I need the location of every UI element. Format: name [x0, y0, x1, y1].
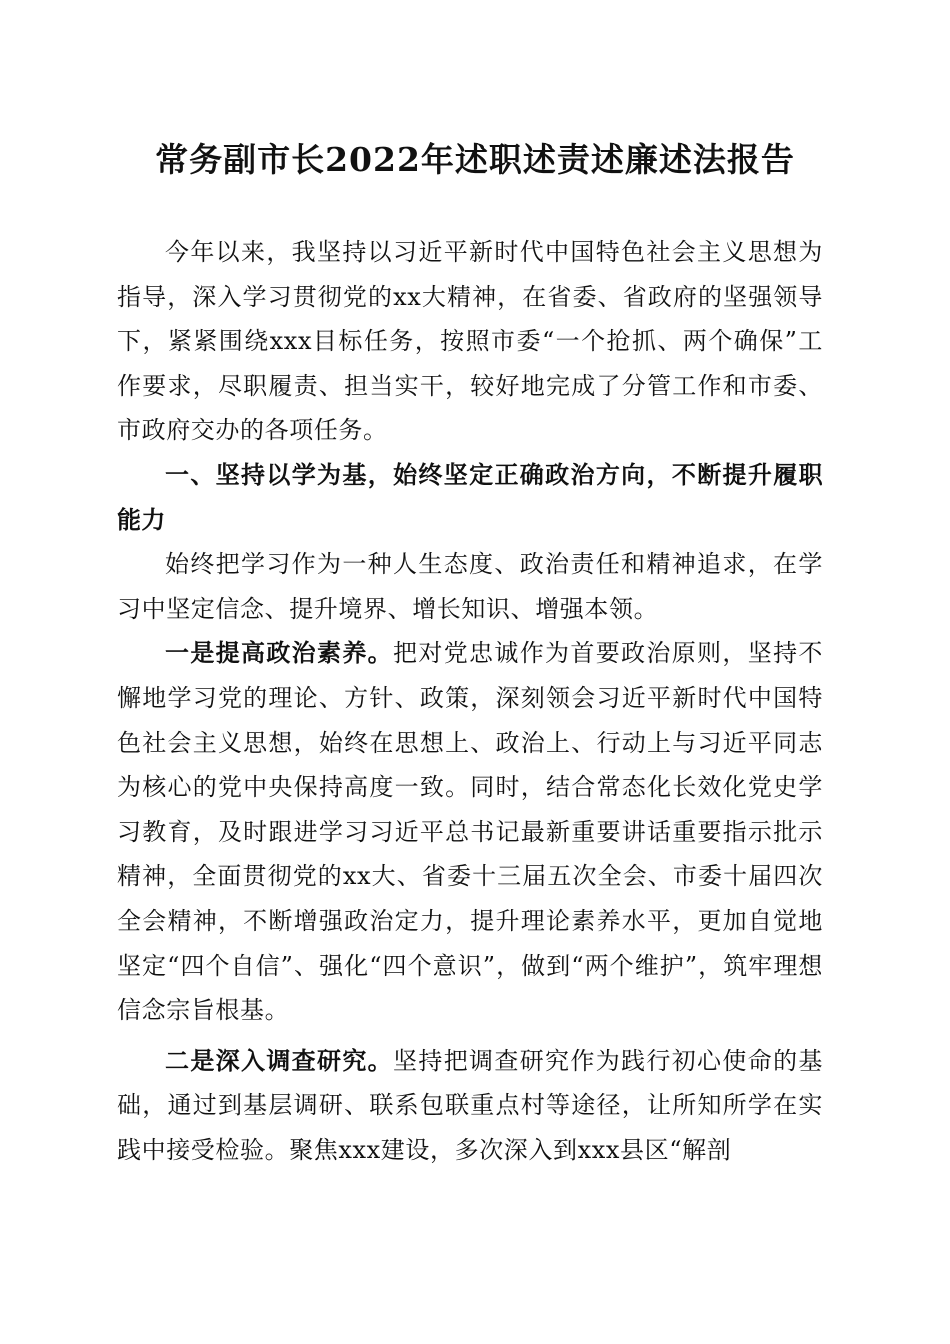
point-text: 坚持把调查研究作为践行初心使命的基础，通过到基层调研、联系包联重点村等途径，让所知所学在实践中接受检验。聚焦xxx建设，多次深入到xxx县区“解剖: [117, 1046, 823, 1164]
point-text: 把对党忠诚作为首要政治原则，坚持不懈地学习党的理论、方针、政策，深刻领会习近平新时代中国特色社会主义思想，始终在思想上、政治上、行动上与习近平同志为核心的党中央保持高度一致。同时，结合常态化长效化党史学习教育，及时跟进学习习近平总书记最新重要讲话重要指示批示精神，全面贯彻党的xx大、省委十三届五次全会、市委十届四次全会精神，不断增强政治定力，提升理论素养水平，更加自觉地坚定“四个自信”、强化“四个意识”，做到“两个维护”，筑牢理想信念宗旨根基。: [117, 639, 823, 1025]
section-summary-paragraph: 始终把学习作为一种人生态度、政治责任和精神追求，在学习中坚定信念、提升境界、增长知识、增强本领。: [117, 550, 823, 623]
point-paragraph-political: [117, 631, 823, 1032]
point-lead: 一是提高政治素养。: [165, 639, 394, 668]
document-title: 常务副市长2022年述职述责述廉述法报告: [155, 140, 795, 179]
point-lead: 二是深入调查研究。: [165, 1046, 394, 1075]
intro-paragraph: 今年以来，我坚持以习近平新时代中国特色社会主义思想为指导，深入学习贯彻党的xx大精神，在省委、省政府的坚强领导下，紧紧围绕xxx目标任务，按照市委“一个抢抓、两个确保”工作要求，尽职履责、担当实干，较好地完成了分管工作和市委、市政府交办的各项任务。: [117, 238, 823, 445]
point-paragraph-research: [117, 1039, 823, 1173]
document-body: [117, 230, 823, 1172]
section-heading: 一、坚持以学为基，始终坚定正确政治方向，不断提升履职能力: [117, 460, 823, 534]
